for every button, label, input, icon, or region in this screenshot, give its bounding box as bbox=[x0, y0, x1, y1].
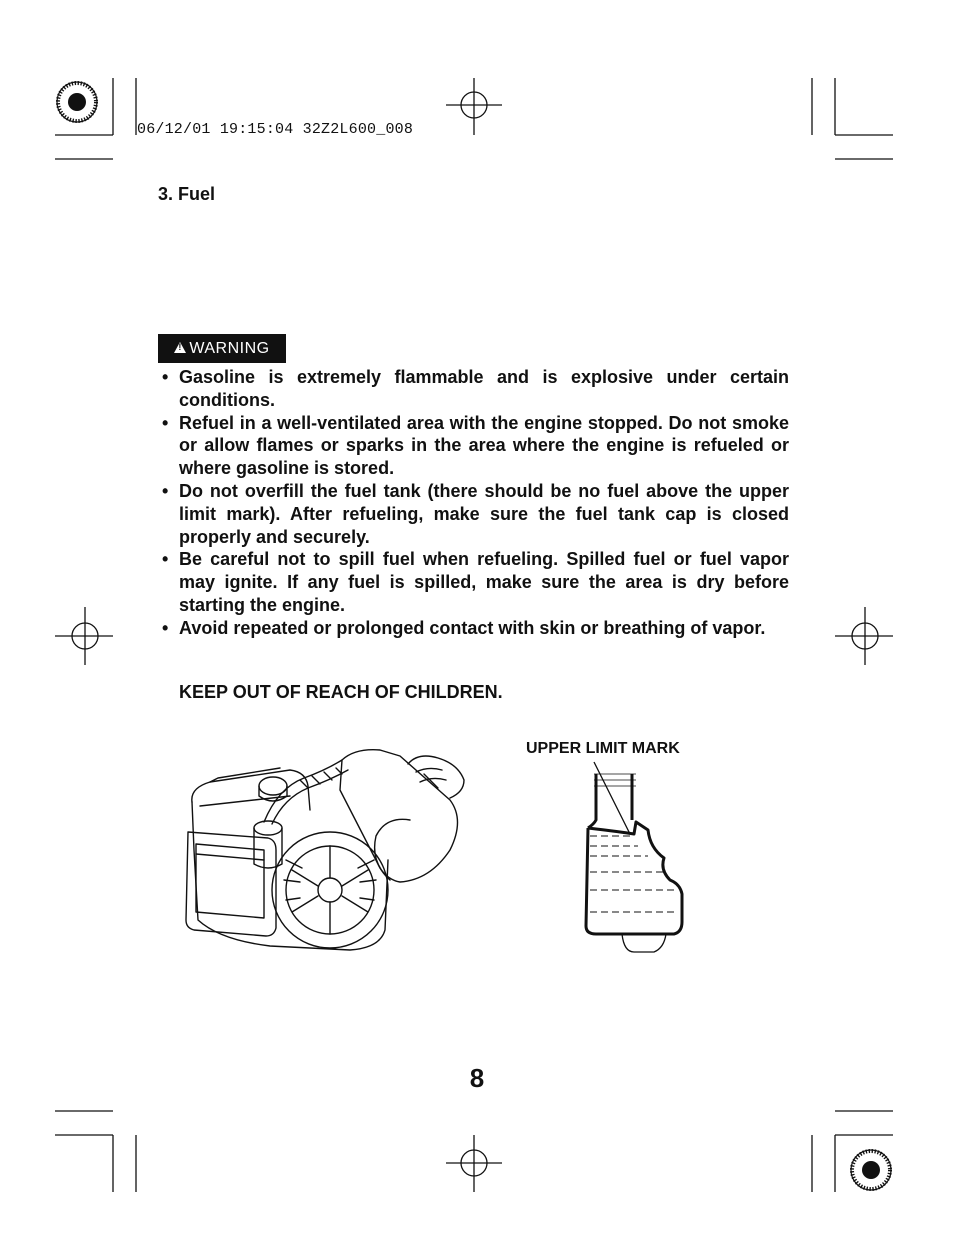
warning-item: • Avoid repeated or prolonged contact with skin or breathing of vapor. bbox=[162, 617, 766, 638]
warning-list bbox=[162, 366, 789, 640]
warning-badge bbox=[158, 334, 286, 363]
warning-item: • Do not overfill the fuel tank (there should be no fuel above the upper limit mark). After refueling, make sure the fuel tank cap is closed properly and securely. bbox=[162, 480, 789, 547]
warning-triangle-icon bbox=[174, 342, 186, 353]
fuel-tank-cutaway-icon bbox=[578, 760, 690, 960]
bullet: • bbox=[162, 480, 169, 501]
bullet: • bbox=[162, 549, 169, 570]
warning-item: • Be careful not to spill fuel when refueling. Spilled fuel or fuel vapor may ignite. If any fuel is spilled, make sure the area is dry before starting the engine. bbox=[162, 549, 789, 615]
section-title: 3. Fuel bbox=[158, 184, 216, 204]
warning-label: WARNING bbox=[189, 339, 270, 357]
bullet: • bbox=[162, 617, 169, 638]
bullet: • bbox=[162, 412, 169, 433]
refueling-illustration-icon bbox=[180, 740, 480, 955]
bullet: • bbox=[162, 367, 169, 387]
page-number: 8 bbox=[469, 1063, 485, 1093]
print-job-info: 06/12/01 19:15:04 32Z2L600_008 bbox=[137, 121, 414, 138]
warning-item: • Refuel in a well-ventilated area with the engine stopped. Do not smoke or allow flames or sparks in the area where the engine is refueled or where gasoline is stored. bbox=[162, 412, 789, 479]
warning-item: • Gasoline is extremely flammable and is explosive under certain conditions. bbox=[162, 367, 789, 410]
upper-limit-mark-label: UPPER LIMIT MARK bbox=[526, 740, 680, 757]
children-notice: KEEP OUT OF REACH OF CHILDREN. bbox=[179, 682, 503, 702]
